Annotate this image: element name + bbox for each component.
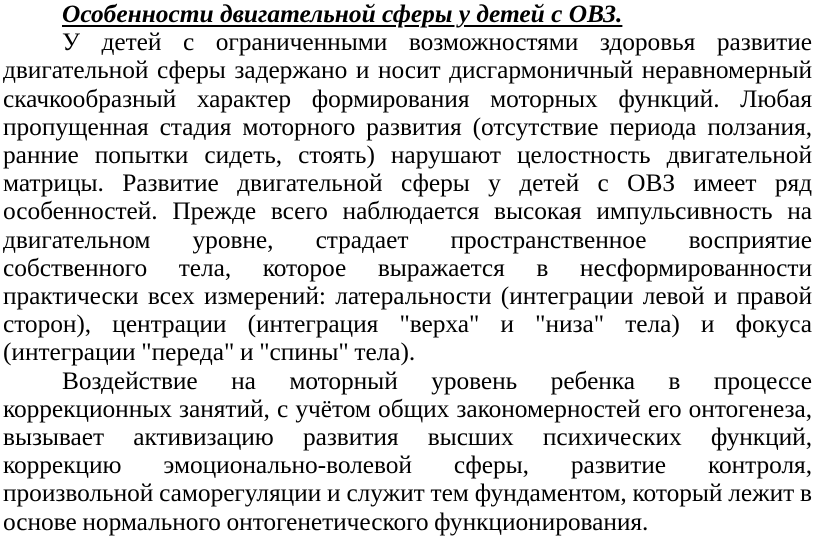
paragraph-1: У детей с ограниченными возможностями здоровья развитие двигательной сферы задержано и носит дисгармоничный неравномерный скачкообразный характер формирования моторных функций. Любая пропущенная стадия моторного развития (отсутствие периода ползания, ранние попытки сидеть, стоять) нарушают целостность двигательной матрицы. Развитие двигательной сферы у детей с ОВЗ имеет ряд особенностей. Прежде всего наблюдается высокая импульсивность на двигательном уровне, страдает пространственное восприятие собственного тела, которое выражается в несформированности практически всех измерений: латеральности (интеграции левой и правой сторон), центрации (интеграция "верха" и "низа" тела) и фокуса (интеграции "переда" и "спины" тела). [3,28,812,367]
document-title: Особенности двигательной сферы у детей с ОВЗ. [62,0,623,28]
paragraph-2: Воздействие на моторный уровень ребенка в процессе коррекционных занятий, с учётом общих закономерностей его онтогенеза, вызывает активизацию развития высших психических функций, коррекцию эмоционально-волевой сферы, развитие контроля, произвольной саморегуляции и служит тем фундаментом, который лежит в основе нормального онтогенетического функционирования. [3,366,812,536]
